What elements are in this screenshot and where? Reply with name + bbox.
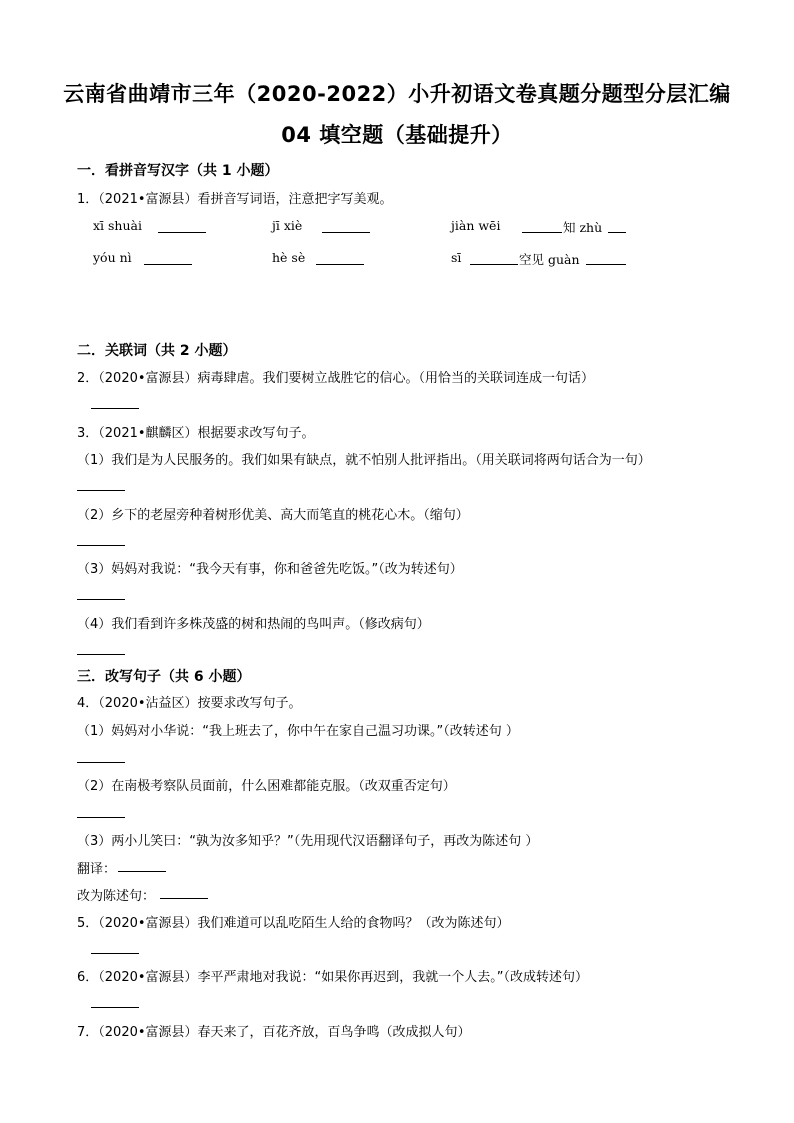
question-4-part-3: （3）两小儿笑曰：“孰为汝多知乎？”（先用现代汉语翻译句子，再改为陈述句 ） xyxy=(77,834,539,849)
answer-blank[interactable] xyxy=(470,264,518,265)
pinyin-item-4: yóu nì xyxy=(93,250,132,265)
answer-blank[interactable] xyxy=(77,490,125,491)
question-6: 6．（2020•富源县）李平严肃地对我说：“如果你再迟到，我就一个人去。”（改成转述句） xyxy=(77,970,588,985)
question-3: 3．（2021•麒麟区）根据要求改写句子。 xyxy=(77,426,315,441)
answer-blank[interactable] xyxy=(316,264,364,265)
question-3-part-4: （4）我们看到许多株茂盛的树和热闹的鸟叫声。（修改病句） xyxy=(77,617,430,632)
translate-label: 翻译： xyxy=(77,862,117,877)
section-heading-rewrite: 三．改写句子（共 6 小题） xyxy=(77,669,251,685)
pinyin-item-3-suffix: 知 zhù xyxy=(563,220,603,235)
pinyin-item-6: sī xyxy=(451,250,462,265)
answer-blank[interactable] xyxy=(77,762,125,763)
declarative-label: 改为陈述句： xyxy=(77,889,156,904)
answer-blank[interactable] xyxy=(77,817,125,818)
question-7: 7．（2020•富源县）春天来了，百花齐放，百鸟争鸣（改成拟人句） xyxy=(77,1025,471,1040)
question-1: 1．（2021•富源县）看拼音写词语，注意把字写美观。 xyxy=(77,192,393,207)
section-heading-conjunctions: 二．关联词（共 2 小题） xyxy=(77,343,237,359)
answer-blank[interactable] xyxy=(160,898,208,899)
question-5: 5．（2020•富源县）我们难道可以乱吃陌生人给的食物吗？（改为陈述句） xyxy=(77,916,510,931)
answer-blank[interactable] xyxy=(77,654,125,655)
question-3-part-1: （1）我们是为人民服务的。我们如果有缺点，就不怕别人批评指出。（用关联词将两句话合为一句） xyxy=(77,453,651,468)
pinyin-item-5: hè sè xyxy=(272,250,306,265)
answer-blank[interactable] xyxy=(91,408,139,409)
document-title-line2: 04 填空题（基础提升） xyxy=(281,123,513,147)
pinyin-item-6-suffix: 空见 guàn xyxy=(519,252,580,267)
answer-blank[interactable] xyxy=(522,232,562,233)
answer-blank[interactable] xyxy=(158,232,206,233)
question-3-part-3: （3）妈妈对我说：“我今天有事，你和爸爸先吃饭。”（改为转述句） xyxy=(77,562,463,577)
answer-blank[interactable] xyxy=(91,953,139,954)
question-2: 2．（2020•富源县）病毒肆虐。我们要树立战胜它的信心。（用恰当的关联词连成一句话） xyxy=(77,371,595,386)
answer-blank[interactable] xyxy=(91,1007,139,1008)
pinyin-item-3: jiàn wēi xyxy=(451,218,501,233)
answer-blank[interactable] xyxy=(322,232,370,233)
pinyin-item-2: jī xiè xyxy=(272,218,303,233)
answer-blank[interactable] xyxy=(77,599,125,600)
answer-blank[interactable] xyxy=(77,545,125,546)
pinyin-item-1: xī shuài xyxy=(93,218,142,233)
question-3-part-2: （2）乡下的老屋旁种着树形优美、高大而笔直的桃花心木。（缩句） xyxy=(77,508,469,523)
answer-blank[interactable] xyxy=(608,232,626,233)
question-4-part-2: （2）在南极考察队员面前，什么困难都能克服。（改双重否定句） xyxy=(77,779,456,794)
answer-blank[interactable] xyxy=(118,871,166,872)
document-title-line1: 云南省曲靖市三年（2020-2022）小升初语文卷真题分题型分层汇编 xyxy=(63,82,731,106)
question-4: 4．（2020•沾益区）按要求改写句子。 xyxy=(77,696,302,711)
question-4-part-1: （1）妈妈对小华说：“我上班去了，你中午在家自己温习功课。”（改转述句 ） xyxy=(77,724,519,739)
section-heading-pinyin: 一．看拼音写汉字（共 1 小题） xyxy=(77,163,279,179)
answer-blank[interactable] xyxy=(144,264,192,265)
answer-blank[interactable] xyxy=(586,264,626,265)
